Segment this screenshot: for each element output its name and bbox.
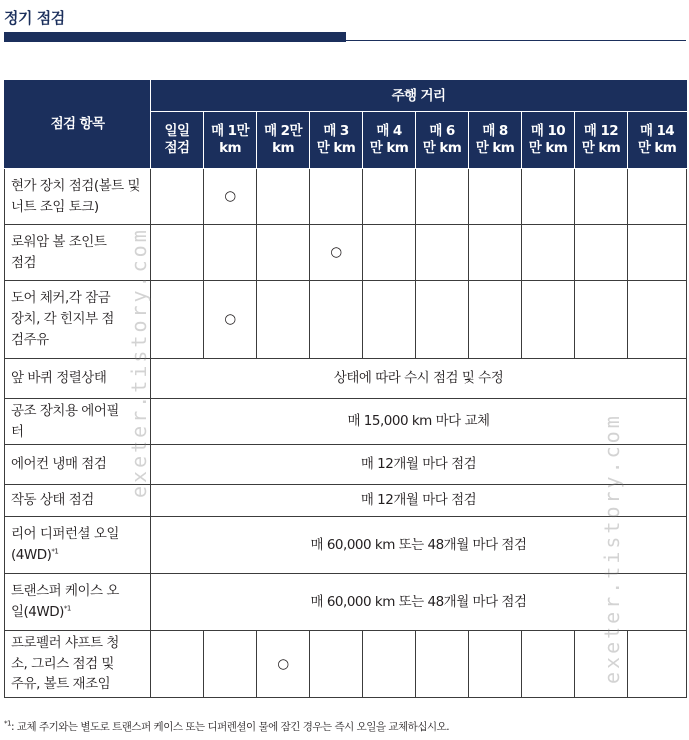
interval-label-line: 매 3 bbox=[323, 123, 349, 140]
interval-span-text: 매 12개월 마다 점검 bbox=[151, 445, 687, 485]
table-row bbox=[5, 445, 687, 485]
interval-header bbox=[575, 112, 628, 169]
interval-label-line: 만 km bbox=[475, 140, 515, 156]
item-line: 터 bbox=[11, 423, 24, 440]
empty-cell bbox=[257, 169, 310, 225]
row-item-label bbox=[5, 631, 151, 698]
table-row bbox=[5, 169, 687, 225]
table-row bbox=[5, 517, 687, 574]
interval-label-line: 매 2만 bbox=[264, 123, 302, 140]
interval-label-line: 만 km bbox=[316, 140, 356, 156]
footnote-text: : 교체 주기와는 별도로 트랜스퍼 케이스 또는 디퍼렌셜이 물에 잠긴 경우는 즉시 오일을 교체하십시오. bbox=[10, 721, 450, 733]
empty-cell bbox=[628, 631, 687, 698]
interval-span-text: 매 60,000 km 또는 48개월 마다 점검 bbox=[151, 517, 687, 574]
interval-header bbox=[204, 112, 257, 169]
check-mark: ○ bbox=[204, 281, 257, 359]
empty-cell bbox=[257, 281, 310, 359]
item-line: 소, 그리스 점검 및 bbox=[11, 655, 114, 672]
table-body bbox=[5, 169, 687, 698]
item-line: 트랜스퍼 케이스 오 bbox=[11, 583, 119, 600]
interval-label-line: 일일 bbox=[164, 123, 190, 140]
item-header: 점검 항목 bbox=[5, 81, 151, 169]
empty-cell bbox=[575, 169, 628, 225]
interval-header bbox=[257, 112, 310, 169]
check-mark: ○ bbox=[204, 169, 257, 225]
empty-cell bbox=[628, 225, 687, 281]
empty-cell bbox=[257, 225, 310, 281]
interval-header bbox=[469, 112, 522, 169]
interval-label-line: 만 km bbox=[528, 140, 568, 156]
table-row bbox=[5, 631, 687, 698]
interval-label-line: 매 10 bbox=[530, 123, 566, 140]
interval-label-line: 만 km bbox=[637, 140, 677, 156]
interval-label-line: 매 4 bbox=[376, 123, 402, 140]
interval-header bbox=[151, 112, 204, 169]
empty-cell bbox=[363, 281, 416, 359]
empty-cell bbox=[522, 225, 575, 281]
empty-cell bbox=[310, 631, 363, 698]
interval-span-text: 매 15,000 km 마다 교체 bbox=[151, 399, 687, 445]
empty-cell bbox=[469, 281, 522, 359]
item-line: 로워암 볼 조인트 bbox=[11, 233, 107, 250]
item-line: 검주유 bbox=[11, 331, 49, 348]
interval-span-text: 매 60,000 km 또는 48개월 마다 점검 bbox=[151, 574, 687, 631]
footnote-ref: *1 bbox=[51, 547, 59, 556]
check-mark: ○ bbox=[310, 225, 363, 281]
item-line: 프로펠러 샤프트 청 bbox=[11, 634, 119, 651]
row-item-label bbox=[5, 281, 151, 359]
empty-cell bbox=[416, 631, 469, 698]
empty-cell bbox=[469, 225, 522, 281]
inspection-table bbox=[4, 80, 687, 698]
item-line: 작동 상태 점검 bbox=[11, 492, 94, 509]
footnote-marker: *1 bbox=[4, 719, 11, 728]
empty-cell bbox=[363, 225, 416, 281]
item-line: 장치, 각 힌지부 점 bbox=[11, 311, 114, 328]
empty-cell bbox=[628, 169, 687, 225]
empty-cell bbox=[575, 281, 628, 359]
empty-cell bbox=[522, 169, 575, 225]
interval-label-line: km bbox=[272, 140, 294, 156]
interval-span-text: 매 12개월 마다 점검 bbox=[151, 485, 687, 517]
table-row bbox=[5, 399, 687, 445]
interval-label-line: 점검 bbox=[164, 140, 190, 156]
item-line: 공조 장치용 에어필 bbox=[11, 402, 119, 419]
item-line: 너트 조임 토크) bbox=[11, 198, 99, 215]
row-item-label bbox=[5, 517, 151, 574]
row-item-label bbox=[5, 445, 151, 485]
empty-cell bbox=[628, 281, 687, 359]
interval-header bbox=[416, 112, 469, 169]
empty-cell bbox=[522, 631, 575, 698]
table-row bbox=[5, 225, 687, 281]
interval-label-line: 매 8 bbox=[482, 123, 508, 140]
table-row bbox=[5, 359, 687, 399]
interval-label-line: 매 14 bbox=[639, 123, 675, 140]
footnote bbox=[4, 719, 449, 734]
interval-header bbox=[628, 112, 687, 169]
empty-cell bbox=[151, 225, 204, 281]
empty-cell bbox=[416, 225, 469, 281]
item-line: 앞 바퀴 정렬상태 bbox=[11, 370, 107, 387]
interval-label-line: 매 12 bbox=[583, 123, 619, 140]
row-item-label bbox=[5, 169, 151, 225]
row-item-label bbox=[5, 485, 151, 517]
interval-span-text: 상태에 따라 수시 점검 및 수정 bbox=[151, 359, 687, 399]
interval-label-line: 만 km bbox=[369, 140, 409, 156]
row-item-label bbox=[5, 399, 151, 445]
watermark-left: exeter.tistory.com bbox=[127, 227, 151, 498]
item-line: 현가 장치 점검(볼트 및 bbox=[11, 177, 141, 194]
row-item-label bbox=[5, 225, 151, 281]
table-row bbox=[5, 281, 687, 359]
empty-cell bbox=[575, 225, 628, 281]
empty-cell bbox=[469, 631, 522, 698]
empty-cell bbox=[204, 225, 257, 281]
interval-label-line: 매 1만 bbox=[211, 123, 249, 140]
empty-cell bbox=[204, 631, 257, 698]
empty-cell bbox=[151, 631, 204, 698]
title-rule bbox=[346, 40, 686, 41]
interval-label-line: 매 6 bbox=[429, 123, 455, 140]
interval-header bbox=[522, 112, 575, 169]
empty-cell bbox=[310, 169, 363, 225]
empty-cell bbox=[416, 169, 469, 225]
table-row bbox=[5, 574, 687, 631]
row-item-label bbox=[5, 359, 151, 399]
distance-header: 주행 거리 bbox=[151, 81, 687, 112]
empty-cell bbox=[416, 281, 469, 359]
interval-label-line: 만 km bbox=[422, 140, 462, 156]
page-title: 정기 점검 bbox=[4, 9, 65, 27]
item-line: 점검 bbox=[11, 254, 37, 271]
row-item-label bbox=[5, 574, 151, 631]
empty-cell bbox=[469, 169, 522, 225]
table-row bbox=[5, 485, 687, 517]
watermark-right: exeter.tistory.com bbox=[600, 413, 624, 684]
empty-cell bbox=[363, 169, 416, 225]
item-line: 일(4WD) bbox=[11, 604, 64, 620]
interval-label-line: km bbox=[219, 140, 241, 156]
empty-cell bbox=[151, 169, 204, 225]
empty-cell bbox=[151, 281, 204, 359]
empty-cell bbox=[363, 631, 416, 698]
check-mark: ○ bbox=[257, 631, 310, 698]
interval-header bbox=[310, 112, 363, 169]
empty-cell bbox=[522, 281, 575, 359]
empty-cell bbox=[310, 281, 363, 359]
item-line: 리어 디퍼런셜 오일 bbox=[11, 526, 119, 543]
empty-cell bbox=[575, 631, 628, 698]
interval-label-line: 만 km bbox=[581, 140, 621, 156]
item-line: (4WD) bbox=[11, 547, 52, 563]
footnote-ref: *1 bbox=[63, 604, 71, 613]
item-line: 도어 체커,각 잠금 bbox=[11, 290, 111, 307]
item-line: 에어컨 냉매 점검 bbox=[11, 456, 107, 473]
interval-header bbox=[363, 112, 416, 169]
item-line: 주유, 볼트 재조임 bbox=[11, 676, 111, 693]
title-underline-bar bbox=[4, 32, 346, 42]
